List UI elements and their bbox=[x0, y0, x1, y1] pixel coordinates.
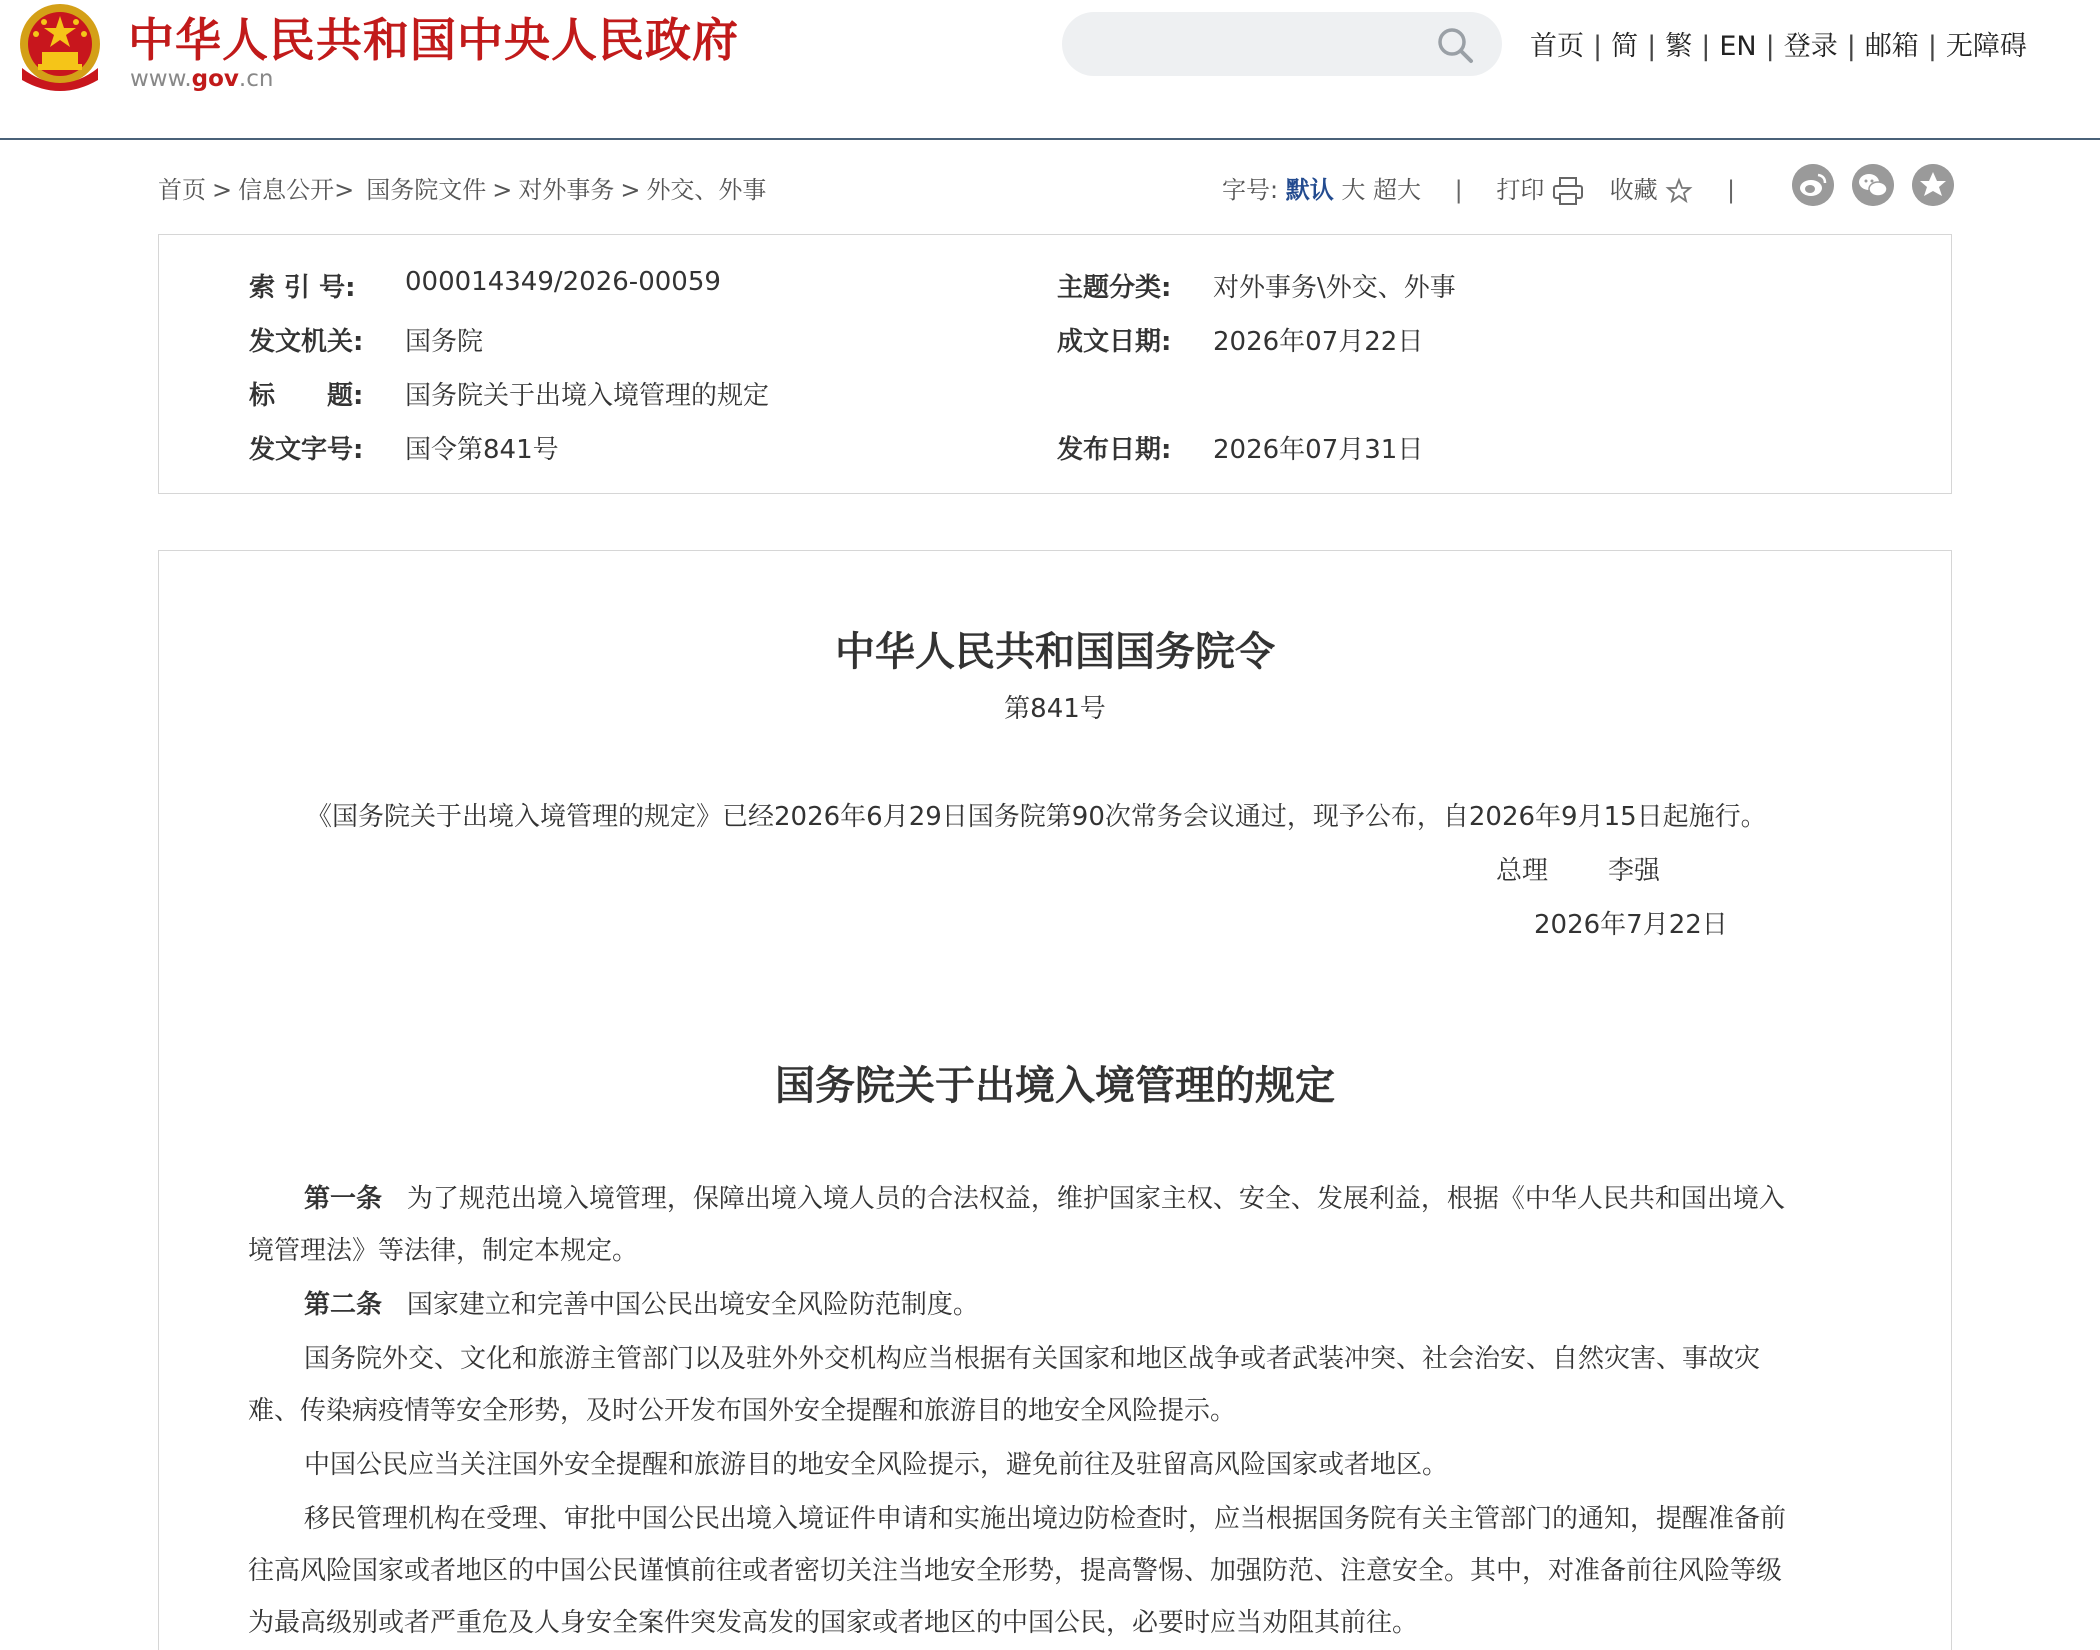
favorite-button[interactable] bbox=[1610, 176, 1701, 204]
nav-separator: | bbox=[1647, 31, 1657, 62]
paragraph-3-line-2: 难、传染病疫情等安全形势，及时公开发布国外安全提醒和旅游目的地安全风险提示。 bbox=[248, 1396, 1237, 1426]
nav-home[interactable]: 首页 bbox=[1530, 31, 1584, 62]
nav-english[interactable]: EN bbox=[1719, 31, 1757, 62]
title-label: 标 题: bbox=[249, 381, 364, 411]
paragraph-5-line-1: 移民管理机构在受理、审批中国公民出境入境证件申请和实施出境边防检查时，应当根据国务院有关主管部门的通知，提醒准备前 bbox=[304, 1504, 1787, 1534]
breadcrumb-separator: > bbox=[620, 176, 641, 204]
nav-separator: | bbox=[1593, 31, 1603, 62]
site-header bbox=[0, 0, 2100, 140]
print-button[interactable] bbox=[1496, 176, 1591, 204]
order-title: 中华人民共和国国务院令 bbox=[835, 629, 1275, 675]
regulation-title: 国务院关于出境入境管理的规定 bbox=[775, 1063, 1335, 1109]
breadcrumb-separator: > bbox=[492, 176, 513, 204]
topic-label: 主题分类: bbox=[1057, 273, 1172, 303]
signer-name: 李强 bbox=[1608, 856, 1661, 886]
toolbar-separator: | bbox=[1454, 176, 1463, 204]
search-box bbox=[1062, 12, 1502, 76]
font-size-default[interactable]: 默认 bbox=[1285, 176, 1334, 204]
paragraph-5-line-3: 为最高级别或者严重危及人身安全案件突发高发的国家或者地区的中国公民，必要时应当劝阻其前往。 bbox=[248, 1608, 1419, 1638]
font-size-large[interactable]: 大 bbox=[1341, 176, 1366, 204]
breadcrumb-separator: > bbox=[212, 176, 233, 204]
breadcrumb-state-council-docs[interactable]: 国务院文件 bbox=[366, 176, 487, 204]
site-domain-prefix: www. bbox=[130, 66, 192, 92]
breadcrumb bbox=[158, 170, 766, 205]
article-toolbar bbox=[1222, 170, 1761, 206]
document-meta-box bbox=[158, 234, 1952, 494]
site-title[interactable]: 中华人民共和国中央人民政府 bbox=[128, 13, 739, 67]
issuer-value: 国务院 bbox=[405, 327, 484, 357]
national-emblem-icon[interactable] bbox=[16, 2, 104, 94]
article-1-text: 为了规范出境入境管理，保障出境入境人员的合法权益，维护国家主权、安全、发展利益，根据《中华人民共和国出境入 bbox=[406, 1184, 1785, 1214]
search-icon[interactable] bbox=[1436, 26, 1474, 64]
paragraph-5-line-2: 往高风险国家或者地区的中国公民谨慎前往或者密切关注当地安全形势，提高警惕、加强防范、注意安全。其中，对准备前往风险等级 bbox=[248, 1556, 1783, 1586]
publish-date-label: 发布日期: bbox=[1057, 435, 1172, 465]
paragraph-3-line-1: 国务院外交、文化和旅游主管部门以及驻外外交机构应当根据有关国家和地区战争或者武装冲突、社会治安、自然灾害、事故灾 bbox=[304, 1344, 1761, 1374]
index-number-label: 索 引 号: bbox=[249, 273, 356, 303]
publish-date-value: 2026年07月31日 bbox=[1213, 435, 1424, 465]
font-size-xlarge[interactable]: 超大 bbox=[1373, 176, 1422, 204]
breadcrumb-foreign-affairs[interactable]: 对外事务 bbox=[518, 176, 615, 204]
print-label: 打印 bbox=[1496, 176, 1545, 204]
breadcrumb-info-disclosure[interactable]: 信息公开 bbox=[238, 176, 335, 204]
toolbar-separator: | bbox=[1726, 176, 1736, 204]
nav-login[interactable]: 登录 bbox=[1783, 31, 1838, 62]
nav-separator: | bbox=[1765, 31, 1775, 62]
article-2-heading: 第二条 bbox=[304, 1290, 383, 1320]
weibo-icon[interactable] bbox=[1792, 164, 1834, 206]
issuer-label: 发文机关: bbox=[249, 327, 364, 357]
breadcrumb-separator: > bbox=[334, 176, 355, 204]
nav-separator: | bbox=[1927, 31, 1937, 62]
nav-simplified[interactable]: 简 bbox=[1611, 31, 1639, 62]
breadcrumb-diplomacy[interactable]: 外交、外事 bbox=[646, 176, 767, 204]
announcement-text: 《国务院关于出境入境管理的规定》已经2026年6月29日国务院第90次常务会议通过，现予公布，自2026年9月15日起施行。 bbox=[306, 802, 1767, 832]
nav-separator: | bbox=[1846, 31, 1856, 62]
site-domain-gov: gov bbox=[191, 66, 239, 92]
doc-number-label: 发文字号: bbox=[249, 435, 364, 465]
sign-date: 2026年7月22日 bbox=[1534, 910, 1728, 940]
article-1-heading: 第一条 bbox=[304, 1184, 383, 1214]
wechat-icon[interactable] bbox=[1852, 164, 1894, 206]
favorite-label: 收藏 bbox=[1609, 176, 1658, 204]
site-domain bbox=[130, 66, 273, 92]
nav-mail[interactable]: 邮箱 bbox=[1864, 31, 1919, 62]
nav-separator: | bbox=[1701, 31, 1711, 62]
qzone-icon[interactable] bbox=[1912, 164, 1954, 206]
article-2-line-1 bbox=[304, 1284, 979, 1321]
breadcrumb-home[interactable]: 首页 bbox=[158, 176, 206, 204]
star-icon bbox=[1665, 177, 1693, 205]
article-1-line-2: 境管理法》等法律，制定本规定。 bbox=[248, 1236, 639, 1266]
paragraph-4-line-1: 中国公民应当关注国外安全提醒和旅游目的地安全风险提示，避免前往及驻留高风险国家或者地区。 bbox=[304, 1450, 1449, 1480]
written-date-value: 2026年07月22日 bbox=[1213, 327, 1424, 357]
nav-traditional[interactable]: 繁 bbox=[1665, 31, 1693, 62]
order-number: 第841号 bbox=[1004, 694, 1106, 724]
article-2-text: 国家建立和完善中国公民出境安全风险防范制度。 bbox=[406, 1290, 979, 1320]
title-value: 国务院关于出境入境管理的规定 bbox=[405, 381, 770, 411]
written-date-label: 成文日期: bbox=[1057, 327, 1172, 357]
printer-icon bbox=[1552, 176, 1584, 206]
nav-accessibility[interactable]: 无障碍 bbox=[1945, 31, 2027, 62]
doc-number-value: 国令第841号 bbox=[405, 435, 559, 465]
index-number-value: 000014349/2026-00059 bbox=[405, 267, 721, 297]
article-1-line-1 bbox=[304, 1178, 1785, 1215]
search-input[interactable] bbox=[1086, 24, 1430, 66]
signer-title: 总理 bbox=[1496, 856, 1549, 886]
font-size-label: 字号: bbox=[1222, 176, 1279, 204]
top-nav bbox=[1530, 24, 2027, 63]
topic-value: 对外事务\外交、外事 bbox=[1213, 273, 1456, 303]
site-domain-suffix: .cn bbox=[238, 66, 274, 92]
